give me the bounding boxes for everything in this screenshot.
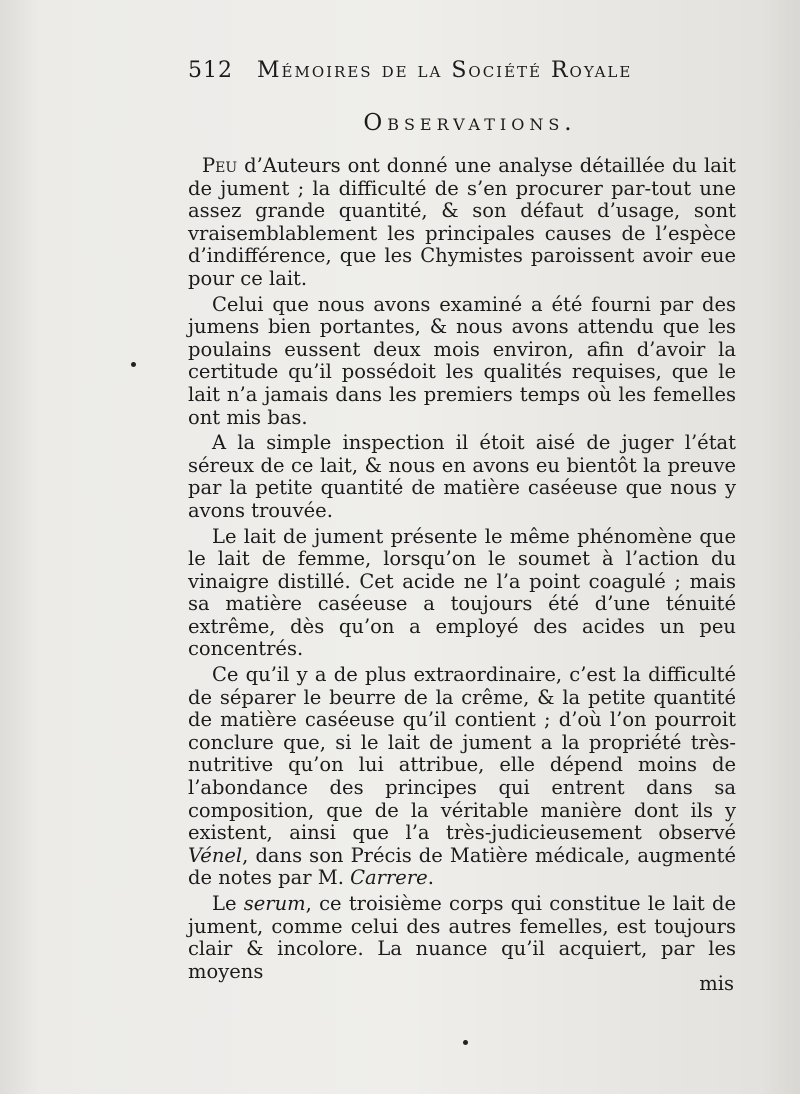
author-name-carrere: Carrere bbox=[350, 866, 428, 890]
paragraph-6 bbox=[188, 893, 736, 983]
paragraph-2: Celui que nous avons examiné a été fourni par des jumens bien portantes, & nous avons attendu que les poulains eussent deux mois environ, afin d’avoir la certitude qu’il possédoit les qualités requises, que le lait n’a jamais dans les premiers temps où les femelles ont mis bas. bbox=[188, 292, 736, 429]
term-serum: serum bbox=[243, 892, 306, 915]
ink-speck bbox=[131, 362, 136, 367]
paragraph-4: Le lait de jument présente le même phénomène que le lait de femme, lorsqu’on le soumet à l’action du vinaigre distillé. Cet acide ne l’a point coagulé ; mais sa matière caséeuse a toujours été d’une ténuité extrême, dès qu’on a employé des acides un peu concentrés. bbox=[188, 524, 736, 661]
paragraph-5 bbox=[188, 664, 736, 890]
paragraph-5-text-a: Ce qu’il y a de plus extraordinaire, c’est la difficulté de séparer le beurre de la crême, & la petite quantité de matière caséeuse qu’il contient ; d’où l’on pourroit conclure que, si le lait de jument a la propriété très-nutritive qu’on lui attribue, elle dépend moins de l’abondance des principes qui entrent dans sa composition, que de la véritable manière dont ils y existent, ainsi que l’a très-judicieusement observé bbox=[188, 663, 736, 845]
page-number: 512 bbox=[188, 58, 233, 83]
paragraph-5-text-b: , dans son Précis de Matière médicale, augmenté de notes par M. bbox=[188, 843, 736, 890]
section-title: Observations. bbox=[363, 110, 577, 136]
author-name-venel: Vénel bbox=[188, 843, 243, 867]
paragraph-6-text-a: Le bbox=[212, 892, 244, 915]
catchword: mis bbox=[699, 972, 734, 995]
paragraph-5-text-c: . bbox=[427, 866, 434, 890]
paragraph-lead-word: Peu bbox=[202, 154, 238, 177]
running-header bbox=[188, 58, 688, 90]
paragraph-6-text-b: , ce troisième corps qui constitue le lait de jument, comme celui des autres femelles, est toujours clair & incolore. La nuance qu’il acquiert, par les moyens bbox=[188, 892, 736, 983]
ink-speck bbox=[463, 1040, 468, 1045]
paragraph-1 bbox=[188, 155, 736, 291]
running-title: Mémoires de la Société Royale bbox=[257, 58, 633, 83]
paragraph-3: A la simple inspection il étoit aisé de juger l’état séreux de ce lait, & nous en avons eu bientôt la preuve par la petite quantité de matière caséeuse que nous y avons trouvée. bbox=[188, 431, 736, 522]
paragraph-1-text: d’Auteurs ont donné une analyse détaillée du lait de jument ; la difficulté de s’en procurer par-tout une assez grande quantité, & son défaut d’usage, sont vraisemblablement les principales causes de l’espèce d’indifférence, que les Chymistes paroissent avoir eue pour ce lait. bbox=[188, 154, 736, 290]
body-text bbox=[188, 155, 736, 986]
